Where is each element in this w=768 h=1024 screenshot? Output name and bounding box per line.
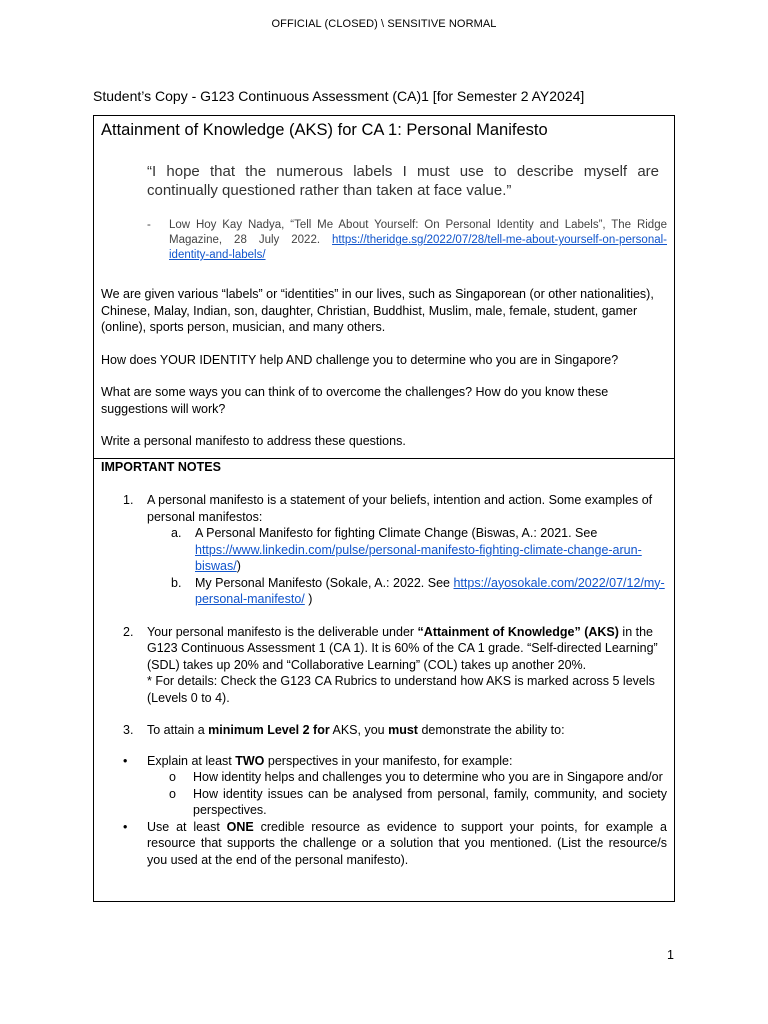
bullet-glyph: • <box>123 819 128 834</box>
two-emphasis: TWO <box>235 753 265 768</box>
circle-glyph: o <box>169 786 176 801</box>
note-number: 1. <box>123 493 134 507</box>
important-notes-box <box>93 458 675 902</box>
task-instruction: Write a personal manifesto to address these questions. <box>101 434 406 448</box>
note-number: 2. <box>123 624 134 639</box>
citation-body <box>169 218 667 263</box>
level-requirement: minimum Level 2 for <box>208 723 330 737</box>
example-close: ) <box>236 559 241 573</box>
bullet-glyph: • <box>123 753 128 768</box>
note-text: Your personal manifesto is the deliverable under “Attainment of Knowledge” (AKS) in the G123 Continuous Assessment 1 (CA 1). It is 60% of the CA 1 grade. “Self-directed Learning” (SDL) takes up 20% and “Collaborative Learning” (COL) takes up another 20%. <box>147 624 658 672</box>
must-emphasis: must <box>384 723 418 737</box>
perspective-text: How identity helps and challenges you to determine who you are in Singapore and/or <box>193 770 663 784</box>
section-heading: Attainment of Knowledge (AKS) for CA 1: Personal Manifesto <box>101 121 548 139</box>
example-text: A Personal Manifesto for fighting Climate Change (Biswas, A.: 2021. See <box>195 526 598 540</box>
example-label: a. <box>171 526 182 540</box>
example-label: b. <box>171 575 182 590</box>
note-text: A personal manifesto is a statement of your beliefs, intention and action. Some examples of personal manifestos: <box>147 493 653 524</box>
requirements-list <box>123 753 667 869</box>
challenges-question: What are some ways you can think of to overcome the challenges? How do you know these suggestions will work? <box>101 385 609 416</box>
document-classification-header: OFFICIAL (CLOSED) \ SENSITIVE NORMAL <box>271 18 497 30</box>
epigraph-quote: “I hope that the numerous labels I must use to describe myself are continually questioned rather than taken at face value.” <box>147 163 659 199</box>
important-notes-heading: IMPORTANT NOTES <box>101 460 221 474</box>
rubric-note: * For details: Check the G123 CA Rubrics to understand how AKS is marked across 5 levels (Levels 0 to 4). <box>147 674 655 705</box>
perspective-text: How identity issues can be analysed from personal, family, community, and society perspectives. <box>193 786 667 817</box>
assignment-box <box>93 115 675 459</box>
perspective-example-1 <box>169 769 667 786</box>
requirement-text: Use at least ONE credible resource as evidence to support your points, for example a resource that supports the challenge or a solution that you mentioned. (List the resource/s you used at the end of the personal manifesto). <box>147 819 667 867</box>
example-b-link[interactable]: https://ayosokale.com/2022/07/12/my-personal-manifesto/ <box>195 575 665 606</box>
circle-glyph: o <box>169 770 176 784</box>
identity-question: How does YOUR IDENTITY help AND challenge you to determine who you are in Singapore? <box>101 352 619 367</box>
requirement-bullet-1 <box>123 753 667 819</box>
citation-link[interactable]: https://theridge.sg/2022/07/28/tell-me-about-yourself-on-personal-identity-and-labels/ <box>169 234 667 261</box>
citation-text: Low Hoy Kay Nadya, “Tell Me About Yourself: On Personal Identity and Labels”, The Ridge Magazine, 28 July 2022. <box>169 219 667 246</box>
labels-paragraph: We are given various “labels” or “identities” in our lives, such as Singaporean (or other nationalities), Chinese, Malay, Indian, son, daughter, Christian, Buddhist, Muslim, male, female, student, gamer (online), sports person, musician, and many others. <box>101 287 654 334</box>
note-number: 3. <box>123 723 134 737</box>
note-text: To attain a minimum Level 2 for AKS, you must demonstrate the ability to: <box>147 723 565 737</box>
example-text: My Personal Manifesto (Sokale, A.: 2022. See <box>195 575 454 590</box>
document-title: Student’s Copy - G123 Continuous Assessment (CA)1 [for Semester 2 AY2024] <box>93 88 585 104</box>
example-a <box>171 525 667 575</box>
quote-citation <box>147 218 667 263</box>
perspective-example-2 <box>169 786 667 819</box>
requirement-text: Explain at least TWO perspectives in your manifesto, for example: <box>147 753 513 768</box>
example-close: ) <box>304 592 313 606</box>
example-b <box>171 575 667 608</box>
note-item-3 <box>101 722 667 739</box>
example-a-link[interactable]: https://www.linkedin.com/pulse/personal-manifesto-fighting-climate-change-arun-biswas/ <box>195 542 642 573</box>
citation-dash: - <box>147 219 151 231</box>
page-number: 1 <box>667 948 674 962</box>
requirement-bullet-2 <box>123 819 667 869</box>
one-emphasis: ONE <box>226 819 254 834</box>
note-item-2 <box>101 624 667 707</box>
aks-term: “Attainment of Knowledge” (AKS) <box>417 624 619 639</box>
note-item-1 <box>101 492 667 608</box>
